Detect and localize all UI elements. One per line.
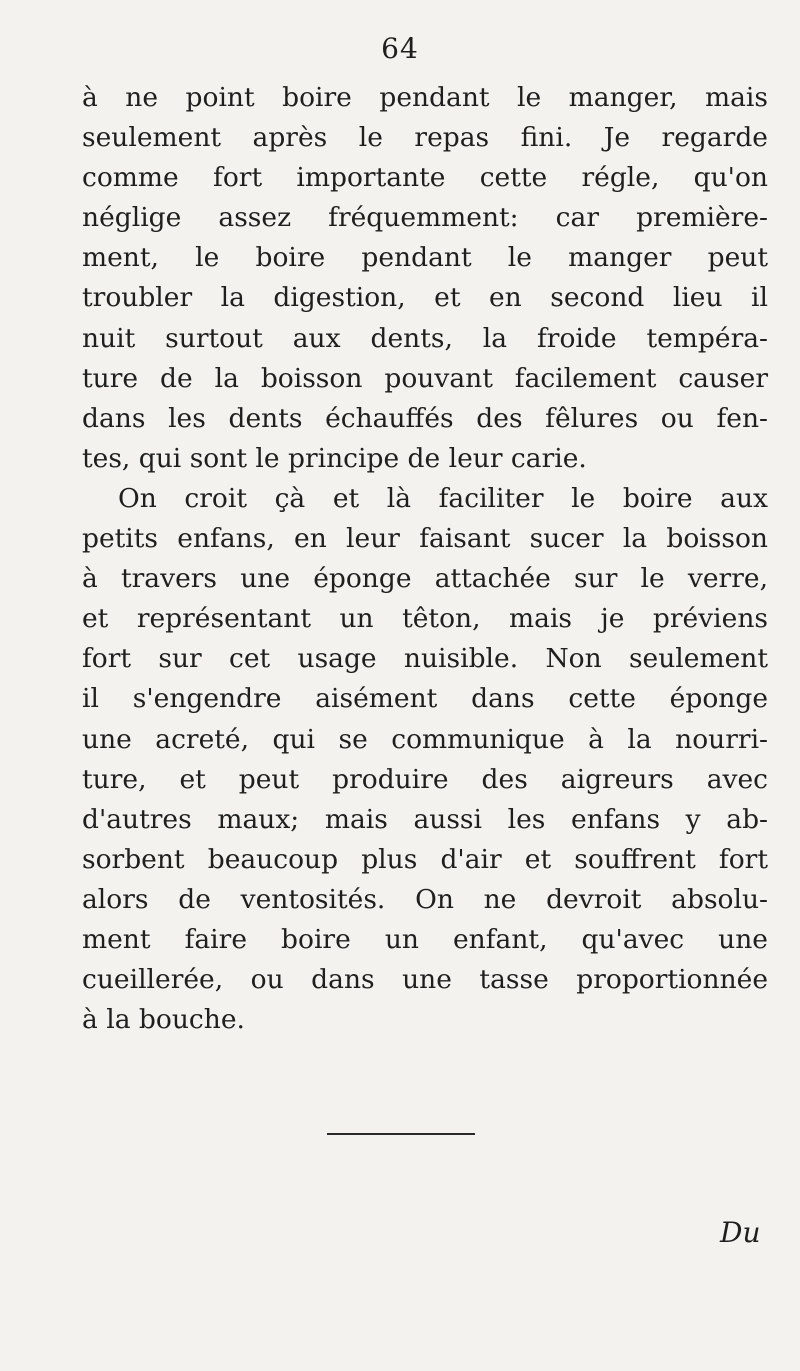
text-line: ment faire boire un enfant, qu'avec une [82,923,768,955]
text-line: seulement après le repas fini. Je regarde [82,122,768,154]
body-text [82,78,768,1040]
text-line: petits enfans, en leur faisant sucer la boisson [82,523,768,555]
text-line: à ne point boire pendant le manger, mais [82,82,768,113]
text-line: d'autres maux; mais aussi les enfans y ab- [82,803,768,835]
section-divider [327,1133,475,1135]
text-line: à la bouche. [82,1004,245,1036]
text-line: ture de la boisson pouvant facilement causer [82,362,768,394]
text-line: alors de ventosités. On ne devroit absolu- [82,883,768,915]
text-line: sorbent beaucoup plus d'air et souffrent fort [82,843,768,875]
text-line: fort sur cet usage nuisible. Non seulement [82,643,768,675]
page-number: 64 [381,32,419,65]
text-line: ment, le boire pendant le manger peut [82,242,768,274]
text-line: cueillerée, ou dans une tasse proportionnée [82,964,768,996]
text-line: On croit çà et là faciliter le boire aux [118,482,768,514]
text-line: néglige assez fréquemment: car première- [82,202,768,234]
text-line: ture, et peut produire des aigreurs avec [82,763,768,795]
text-line: une acreté, qui se communique à la nourri- [82,723,768,755]
text-line: tes, qui sont le principe de leur carie. [82,442,587,474]
text-line: il s'engendre aisément dans cette éponge [82,683,768,715]
text-line: nuit surtout aux dents, la froide tempéra- [82,322,768,354]
catchword: Du [720,1216,761,1249]
text-line: comme fort importante cette régle, qu'on [82,162,768,194]
text-line: troubler la digestion, et en second lieu il [82,282,768,314]
text-line: à travers une éponge attachée sur le verre, [82,563,768,595]
text-line: et représentant un têton, mais je préviens [82,603,768,635]
text-line: dans les dents échauffés des fêlures ou fen- [82,402,768,434]
